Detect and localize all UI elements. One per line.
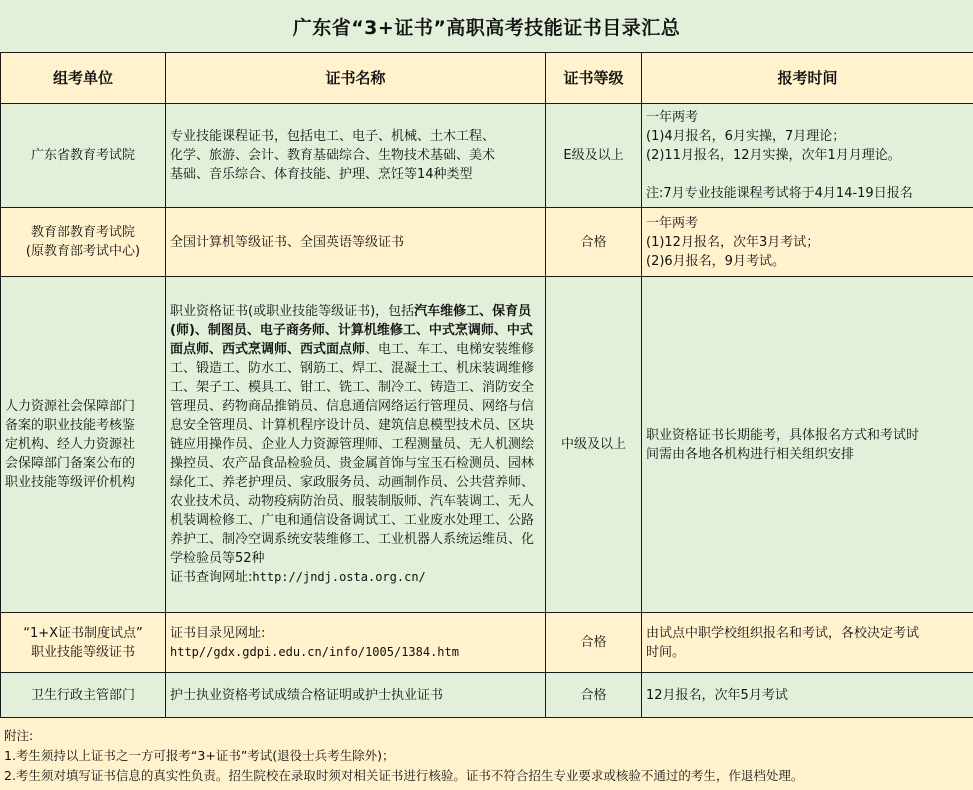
header-exam-time: 报考时间	[642, 53, 973, 104]
exam-time-cell: 一年两考 (1)4月报名，6月实操，7月理论； (2)11月报名，12月实操，次年1月月理论。 注:7月专业技能课程考试将于4月14-19日报名	[642, 104, 973, 208]
cert-level-cell: E级及以上	[546, 104, 642, 208]
title-band	[0, 0, 973, 52]
cert-name-cell: 专业技能课程证书，包括电工、电子、机械、土木工程、 化学、旅游、会计、教育基础综合、生物技术基础、美术 基础、音乐综合、体育技能、护理、烹饪等14种类型	[166, 104, 546, 208]
exam-time-cell: 一年两考 (1)12月报名，次年3月考试； (2)6月报名，9月考试。	[642, 208, 973, 277]
cert-name-cell: 护士执业资格考试成绩合格证明或护士执业证书	[166, 673, 546, 718]
cert-catalog-link[interactable]: http//gdx.gdpi.edu.cn/info/1005/1384.htm	[170, 644, 459, 659]
cert-level-cell: 合格	[546, 208, 642, 277]
table-row	[1, 208, 973, 277]
org-cell: 人力资源社会保障部门 备案的职业技能考核鉴 定机构、经人力资源社 会保障部门备案公布的 职业技能等级评价机构	[1, 277, 166, 613]
header-row	[1, 53, 973, 104]
exam-time-cell: 由试点中职学校组织报名和考试，各校决定考试 时间。	[642, 613, 973, 673]
org-cell: “1+X证书制度试点” 职业技能等级证书	[1, 613, 166, 673]
table-row	[1, 613, 973, 673]
highlighted-certs: 汽车维修工、保育员(师)、制图员、电子商务师、计算机维修工、中式烹调师、中式面点师、西式烹调师、西式面点师	[170, 304, 533, 357]
header-cert-level: 证书等级	[546, 53, 642, 104]
note-item: 2.考生须对填写证书信息的真实性负责。招生院校在录取时须对相关证书进行核验。证书不符合招生专业要求或核验不通过的考生，作退档处理。	[4, 768, 804, 783]
exam-time-cell: 12月报名，次年5月考试	[642, 673, 973, 718]
cert-level-cell: 中级及以上	[546, 277, 642, 613]
cert-name-cell: 证书目录见网址: http//gdx.gdpi.edu.cn/info/1005/1384.htm	[166, 613, 546, 673]
notes-section	[0, 718, 973, 790]
table-row	[1, 104, 973, 208]
notes-heading: 附注:	[4, 728, 34, 743]
cert-name-cell: 全国计算机等级证书、全国英语等级证书	[166, 208, 546, 277]
header-org: 组考单位	[1, 53, 166, 104]
table-row	[1, 673, 973, 718]
exam-time-cell: 职业资格证书长期能考，具体报名方式和考试时 间需由各地各机构进行相关组织安排	[642, 277, 973, 613]
org-cell: 卫生行政主管部门	[1, 673, 166, 718]
header-cert-name: 证书名称	[166, 53, 546, 104]
cert-name-cell: 职业资格证书(或职业技能等级证书)，包括汽车维修工、保育员(师)、制图员、电子商务师、计算机维修工、中式烹调师、中式面点师、西式烹调师、西式面点师、电工、车工、电梯安装维修工、锻造工、防水工、钢筋工、焊工、混凝土工、机床装调维修工、架子工、模具工、钳工、铣工、制冷工、铸造工、消防安全管理员、药物商品推销员、信息通信网络运行管理员、网络与信息安全管理员、计算机程序设计员、建筑信息模型技术员、区块链应用操作员、企业人力资源管理师、工程测量员、无人机测绘操控员、农产品食品检验员、贵金属首饰与宝玉石检测员、园林绿化工、养老护理员、家政服务员、动画制作员、公共营养师、农业技术员、动物疫病防治员、服装制版师、汽车装调工、无人机装调检修工、广电和通信设备调试工、工业废水处理工、公路养护工、制冷空调系统安装维修工、工业机器人系统运维员、化学检验员等52种 证书查询网址:http://jndj.osta.org.cn/	[166, 277, 546, 613]
note-item: 1.考生须持以上证书之一方可报考“3+证书”考试(退役士兵考生除外)；	[4, 748, 395, 763]
cert-level-cell: 合格	[546, 613, 642, 673]
page-title: 广东省“3+证书”高职高考技能证书目录汇总	[292, 16, 681, 39]
org-cell: 广东省教育考试院	[1, 104, 166, 208]
org-cell: 教育部教育考试院 (原教育部考试中心)	[1, 208, 166, 277]
certificate-table	[0, 52, 973, 718]
cert-query-link[interactable]: http://jndj.osta.org.cn/	[252, 570, 426, 584]
table-row	[1, 277, 973, 613]
cert-level-cell: 合格	[546, 673, 642, 718]
